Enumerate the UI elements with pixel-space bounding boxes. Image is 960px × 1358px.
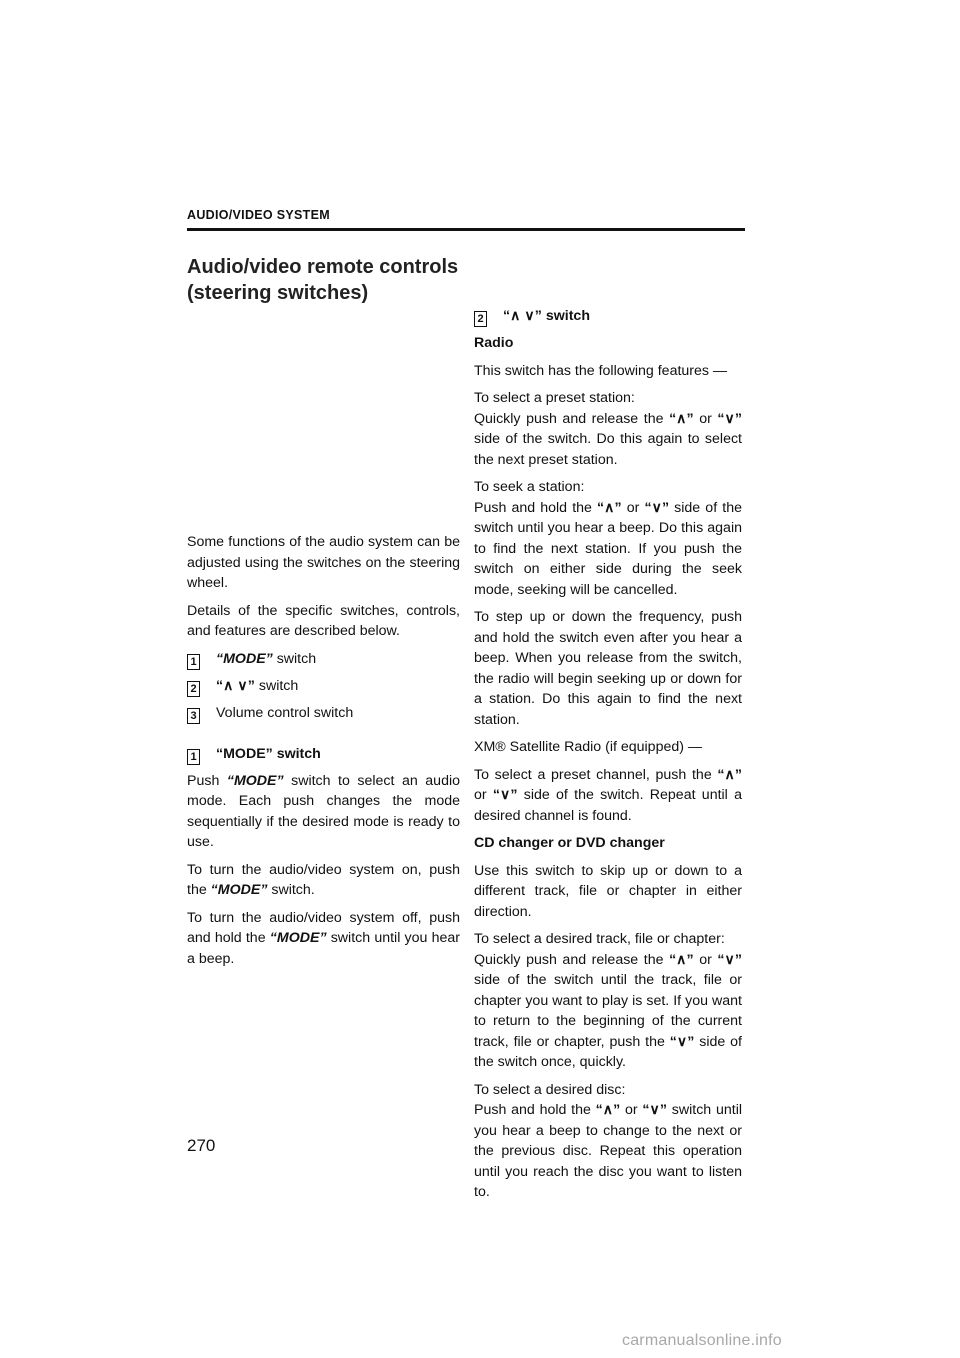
page-number: 270 — [187, 1136, 216, 1155]
cd-intro: Use this switch to skip up or down to a different track, file or chapter in either direction. — [474, 862, 742, 920]
intro-paragraph-1: Some functions of the audio system can be adjusted using the switches on the steering wheel. — [187, 534, 460, 591]
radio-intro: This switch has the following features — — [474, 362, 728, 379]
updown-switch-heading — [474, 306, 742, 327]
switch-suffix: switch — [272, 650, 317, 667]
callout-number-badge: 2 — [187, 681, 200, 697]
disc-paragraph: To select a desired disc: Push and hold the “∧” or “∨” switch until you hear a beep to change to the next or the previous disc. Repeat this operation until you reach the disc you want to listen to. — [474, 1081, 742, 1200]
page-title-line-1: Audio/video remote controls — [187, 256, 459, 278]
seek-station-paragraph: To seek a station: Push and hold the “∧” or “∨” side of the switch until you hear a beep. Do this again to find the next station. If you push the switch on either side during the seek mode, seeking will be cancelled. — [474, 479, 742, 598]
intro-paragraph-2: Details of the specific switches, controls, and features are described below. — [187, 602, 460, 639]
switch-list-item-3 — [187, 703, 460, 724]
mode-paragraph-1: Push “MODE” switch to select an audio mode. Each push changes the mode sequentially if the desired mode is ready to use. — [187, 772, 461, 850]
page-title-line-2: (steering switches) — [187, 282, 369, 304]
updown-switch-heading-text: “∧ ∨” switch — [503, 308, 590, 324]
mode-paragraph-2: To turn the audio/video system on, push the “MODE” switch. — [187, 861, 460, 898]
header-divider — [187, 228, 745, 231]
left-column — [187, 532, 460, 976]
cd-dvd-heading: CD changer or DVD changer — [474, 835, 665, 851]
right-column — [474, 306, 742, 1210]
callout-number-badge: 2 — [474, 311, 487, 327]
switch-suffix: switch — [254, 677, 299, 694]
step-frequency-paragraph: To step up or down the frequency, push and hold the switch even after you hear a beep. When you release from the switch, the radio will begin seeking up or down for a station. Do this again to find the next station. — [474, 609, 742, 728]
mode-paragraph-3: To turn the audio/video system off, push and hold the “MODE” switch until you hear a beep. — [187, 909, 460, 967]
track-paragraph: To select a desired track, file or chapter: Quickly push and release the “∧” or “∨” side of the switch until the track, file or chapter you want to play is set. If you want to return to the beginning of the current track, file or chapter, push the “∨” side of the switch once, quickly. — [474, 931, 742, 1070]
callout-number-badge: 1 — [187, 749, 200, 765]
switch-list-item-1 — [187, 649, 460, 670]
callout-number-badge: 3 — [187, 708, 200, 724]
radio-heading: Radio — [474, 335, 514, 351]
switch-suffix: Volume control switch — [216, 704, 354, 721]
callout-number-badge: 1 — [187, 654, 200, 670]
mode-switch-heading-text: “MODE” switch — [216, 745, 321, 762]
preset-station-paragraph: To select a preset station: Quickly push and release the “∧” or “∨” side of the switch. Do this again to select the next preset station. — [474, 390, 742, 468]
xm-paragraph: To select a preset channel, push the “∧” or “∨” side of the switch. Repeat until a desired channel is found. — [474, 766, 742, 824]
xm-heading: XM® Satellite Radio (if equipped) — — [474, 739, 703, 755]
section-header-label: AUDIO/VIDEO SYSTEM — [187, 208, 330, 222]
switch-name: “∧ ∨” — [216, 677, 255, 694]
switch-list-item-2 — [187, 676, 460, 697]
watermark-text: carmanualsonline.info — [622, 1332, 782, 1349]
mode-switch-heading — [187, 744, 460, 765]
switch-name: “MODE” — [216, 650, 273, 667]
page-title — [187, 254, 487, 306]
